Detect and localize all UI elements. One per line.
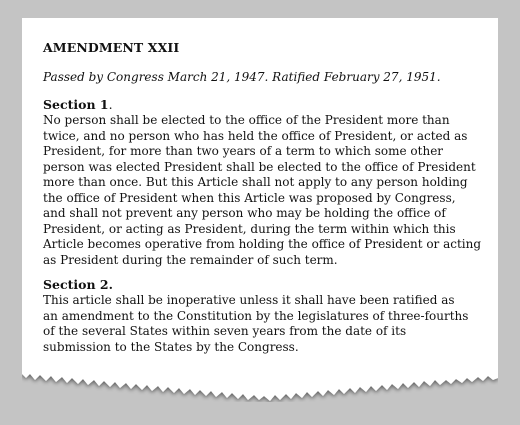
text-line: as President during the remainder of such term. <box>43 252 338 267</box>
text-line: President, or acting as President, during the term within which this <box>43 221 456 236</box>
paper-document <box>22 18 498 402</box>
section-body <box>43 293 484 355</box>
section-1 <box>43 97 484 268</box>
section-heading <box>43 277 484 293</box>
section-heading <box>43 97 484 113</box>
text-line: the office of President when this Article was proposed by Congress, <box>43 190 456 205</box>
text-line: twice, and no person who has held the office of President, or acted as <box>43 128 468 143</box>
document-content <box>22 18 498 402</box>
document-title: AMENDMENT XXII <box>43 40 180 55</box>
text-line: Article becomes operative from holding the office of President or acting <box>43 237 482 251</box>
text-line: more than once. But this Article shall not apply to any person holding <box>43 175 468 189</box>
text-line: President, for more than two years of a term to which some other <box>43 144 444 158</box>
section-heading-text: Section 1 <box>43 97 109 112</box>
section-2 <box>43 277 484 355</box>
section-body <box>43 113 484 268</box>
section-heading-punct: . <box>108 97 113 112</box>
text-line: This article shall be inoperative unless it shall have been ratified as <box>43 293 455 307</box>
text-line: No person shall be elected to the office of the President more than <box>43 113 450 127</box>
text-line: submission to the States by the Congress. <box>43 339 299 354</box>
section-heading-text: Section 2. <box>43 277 113 292</box>
text-line: of the several States within seven years from the date of its <box>43 324 407 338</box>
passage-ratification-note: Passed by Congress March 21, 1947. Ratified February 27, 1951. <box>43 70 441 84</box>
text-line: and shall not prevent any person who may be holding the office of <box>43 206 446 220</box>
text-line: an amendment to the Constitution by the legislatures of three-fourths <box>43 308 469 323</box>
text-line: person was elected President shall be elected to the office of President <box>43 159 476 174</box>
